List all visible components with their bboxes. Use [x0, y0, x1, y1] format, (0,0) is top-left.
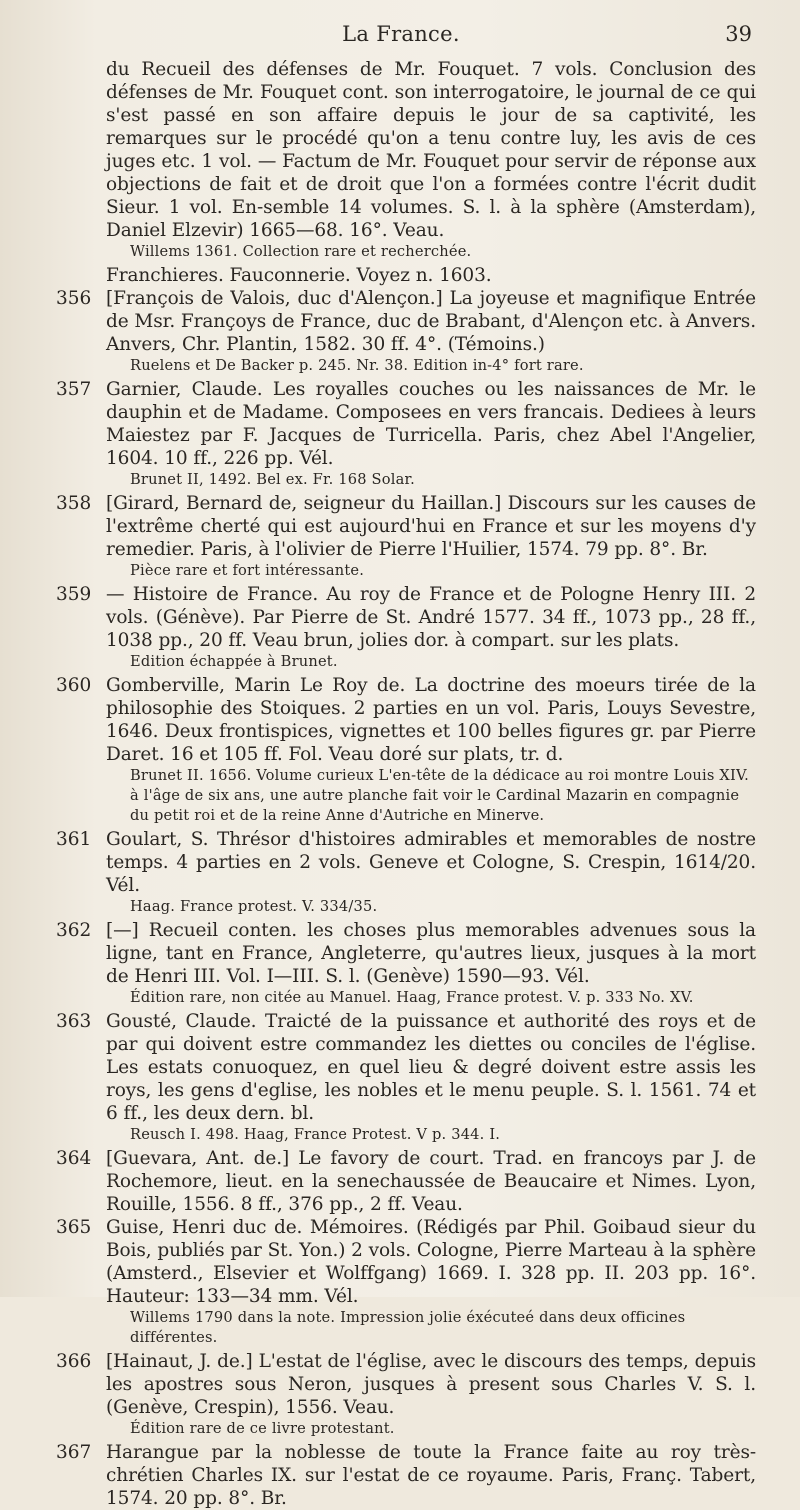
entry-text: Guise, Henri duc de. Mémoires. (Rédigés par Phil. Goibaud sieur du Bois, publiés par St. Yon.) 2 vols. Cologne, Pierre Marteau à la sphère (Amsterd., Elsevier et Wolffgang) 1669. I. 328 pp. II. 203 pp. 16°. Hauteur: 133—34 mm. Vél.	[106, 1217, 756, 1307]
entry-note: Edition échappée à Brunet.	[130, 653, 338, 670]
entry-number: 356	[56, 288, 92, 309]
entry-text: Goulart, S. Thrésor d'histoires admirables et memorables de nostre temps. 4 parties en 2 vols. Geneve et Cologne, S. Crespin, 1614/20. Vél.	[106, 829, 756, 896]
catalogue-entry	[46, 492, 756, 583]
entry-number: 366	[56, 1351, 92, 1372]
catalogue-entry	[46, 1216, 756, 1350]
entry-number: 365	[56, 1217, 92, 1238]
catalogue-entry	[46, 287, 756, 378]
entry-note: Brunet II. 1656. Volume curieux L'en-tête de la dédicace au roi montre Louis XIV. à l'âge de six ans, une autre planche fait voir le Cardinal Mazarin en compagnie du petit roi et de la reine Anne d'Autriche en Minerve.	[130, 767, 749, 824]
page-header	[46, 18, 756, 48]
entry-note: Willems 1790 dans la note. Impression jolie éxécuteé dans deux officines différentes.	[130, 1309, 686, 1346]
catalogue-entry	[46, 378, 756, 492]
catalogue-entry	[46, 919, 756, 1010]
entry-text: Gomberville, Marin Le Roy de. La doctrine des moeurs tirée de la philosophie des Stoiques. 2 parties en un vol. Paris, Louys Sevestre, 1646. Deux frontispices, vignettes et 100 belles figures gr. par Pierre Daret. 16 et 105 ff. Fol. Veau doré sur plats, tr. d.	[106, 675, 756, 765]
entry-number: 360	[56, 675, 92, 696]
entry-text: [Guevara, Ant. de.] Le favory de court. Trad. en francoys par J. de Rochemore, lieut. en la senechaussée de Beaucaire et Nimes. Lyon, Rouille, 1556. 8 ff., 376 pp., 2 ff. Veau.	[106, 1148, 756, 1215]
entry-text: du Recueil des défenses de Mr. Fouquet. 7 vols. Conclusion des défenses de Mr. Fouquet cont. son interrogatoire, le journal de ce qui s'est passé en son affaire depuis le jour de sa captivité, les remarques sur le procédé qu'on a tenu contre luy, les avis de ces juges etc. 1 vol. — Factum de Mr. Fouquet pour servir de réponse aux objections de fait et de droit que l'on a formées contre l'écrit dudit Sieur. 1 vol. En-semble 14 volumes. S. l. à la sphère (Amsterdam), Daniel Elzevir) 1665—68. 16°. Veau.	[106, 59, 756, 241]
running-title: La France.	[342, 22, 460, 46]
catalogue-entry	[46, 1350, 756, 1441]
entry-number: 357	[56, 379, 92, 400]
page-number: 39	[725, 22, 752, 46]
entry-number: 359	[56, 584, 92, 605]
entry-note: Willems 1361. Collection rare et recherchée.	[130, 243, 472, 260]
entry-text: [—] Recueil conten. les choses plus memorables advenues sous la ligne, tant en France, Angleterre, qu'autres lieux, jusques à la mort de Henri III. Vol. I—III. S. l. (Genève) 1590—93. Vél.	[106, 920, 756, 987]
entry-number: 363	[56, 1011, 92, 1032]
catalogue-entry	[46, 674, 756, 828]
entry-number: 364	[56, 1148, 92, 1169]
catalogue-entry	[46, 1010, 756, 1147]
entry-list	[46, 287, 756, 1510]
entry-note: Brunet II, 1492. Bel ex. Fr. 168 Solar.	[130, 471, 415, 488]
entry-text: [François de Valois, duc d'Alençon.] La joyeuse et magnifique Entrée de Msr. Françoys de France, duc de Brabant, d'Alençon etc. à Anvers. Anvers, Chr. Plantin, 1582. 30 ff. 4°. (Témoins.)	[106, 288, 756, 355]
entry-note: Pièce rare et fort intéressante.	[130, 562, 365, 579]
entry-text: Garnier, Claude. Les royalles couches ou les naissances de Mr. le dauphin et de Madame. Composees en vers francais. Dediees à leurs Maiestez par F. Jacques de Turricella. Paris, chez Abel l'Angelier, 1604. 10 ff., 226 pp. Vél.	[106, 379, 756, 469]
cross-reference: Franchieres. Fauconnerie. Voyez n. 1603.	[106, 265, 492, 286]
entry-text: — Histoire de France. Au roy de France et de Pologne Henry III. 2 vols. (Génève). Par Pierre de St. André 1577. 34 ff., 1073 pp., 28 ff., 1038 pp., 20 ff. Veau brun, jolies dor. à compart. sur les plats.	[106, 584, 756, 651]
entry-text: Gousté, Claude. Traicté de la puissance et authorité des roys et de par qui doivent estre commandez les diettes ou conciles de l'église. Les estats conuoquez, en quel lieu & degré doivent estre assis les roys, les gens d'eglise, les nobles et le menu peuple. S. l. 1561. 74 et 6 ff., les deux dern. bl.	[106, 1011, 756, 1124]
catalogue-entry	[46, 583, 756, 674]
continued-entry	[106, 58, 756, 287]
entry-text: Harangue par la noblesse de toute la France faite au roy très-chrétien Charles IX. sur l'estat de ce royaume. Paris, Franç. Tabert, 1574. 20 pp. 8°. Br.	[106, 1442, 756, 1509]
entry-note: Ruelens et De Backer p. 245. Nr. 38. Edition in-4° fort rare.	[130, 357, 584, 374]
entry-note: Reusch I. 498. Haag, France Protest. V p. 344. I.	[130, 1126, 501, 1143]
catalogue-entry	[46, 1441, 756, 1510]
entry-text: [Girard, Bernard de, seigneur du Haillan.] Discours sur les causes de l'extrême cherté qui est aujourd'hui en France et sur les moyens d'y remedier. Paris, à l'olivier de Pierre l'Huilier, 1574. 79 pp. 8°. Br.	[106, 493, 756, 560]
entry-text: [Hainaut, J. de.] L'estat de l'église, avec le discours des temps, depuis les apostres sous Neron, jusques à present sous Charles V. S. l. (Genève, Crespin), 1556. Veau.	[106, 1351, 756, 1418]
catalogue-entry	[46, 828, 756, 919]
entry-number: 367	[56, 1442, 92, 1463]
entry-note: Haag. France protest. V. 334/35.	[130, 898, 378, 915]
entry-number: 361	[56, 829, 92, 850]
entry-note: Édition rare, non citée au Manuel. Haag, France protest. V. p. 333 No. XV.	[130, 989, 694, 1006]
entry-note: Édition rare de ce livre protestant.	[130, 1420, 395, 1437]
entry-number: 358	[56, 493, 92, 514]
entry-number: 362	[56, 920, 92, 941]
catalogue-entry	[46, 1147, 756, 1216]
